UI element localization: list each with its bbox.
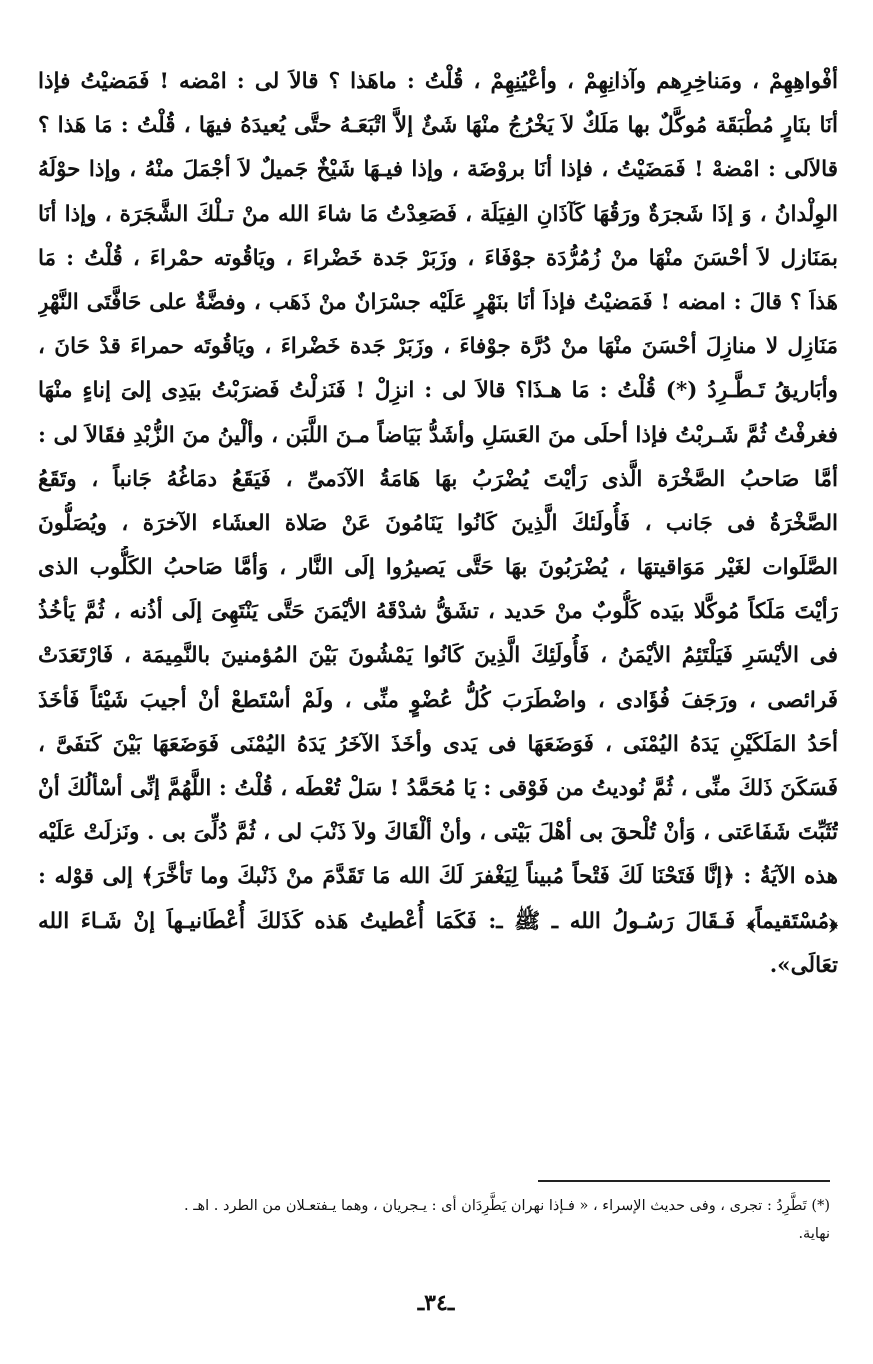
- text-line: هذه الآيَةُ : ﴿إنَّا فَتَحْنَا لَكَ فَتْحاً مُبيناً لِيَغْفرَ لَكَ الله مَا تَقَدَّمَ منْ ذَنْبكَ وما تَأخَّرَ﴾ إلى قوْله :: [38, 864, 838, 890]
- text-line: رَأيْتَ مَلَكاً مُوكَّلا بيَده كَلُّوبٌ منْ حَديد ، تشَقُّ شدْقَهُ الأيْمَنَ حَتَّى يَنْتَهِىَ إلَى أذُنه ، ثُمَّ يَأخُذُ: [38, 599, 838, 625]
- text-line: فَسَكَنَ ذَلكَ منِّى ، ثُمَّ نُوديتُ من فَوْقى : يَا مُحَمَّدُ ! سَلْ تُعْطَه ، قُلْتُ : اللَّهُمَّ إنِّى أسْألُكَ أنْ: [38, 776, 838, 801]
- footnote-line: (*) تَطَّرِدُ : تجرى ، وفى حديث الإسراء ، « فـإذا نهران يَطَّرِدَان أى : يـجريان ، وهما يـفتعـلان من الطرد . اهـ .: [184, 1198, 830, 1214]
- text-line: تعَالَى».: [769, 952, 838, 978]
- text-line: الصَّلَوات لغَيْر مَوَاقيتهَا ، يُضْرَبُونَ بهَا حَتَّى يَصيرُوا إلَى النَّار ، وَأمَّا صَاحبُ الكَلُّوب الذى: [38, 555, 838, 581]
- page-number: ـ٣٤ـ: [417, 1290, 455, 1316]
- text-line: قالاَلى : امْضهْ ! فَمَضَيْتُ ، فإذا أنَا بروْضَة ، وإذا فيـهَا شَيْخٌ جَميلٌ لاَ أجْمَلَ منْهُ ، وإذا حوْلَهُ: [38, 157, 838, 183]
- text-line: أحَدُ المَلَكَيْنِ يَدَهُ اليُمْنَى ، فَوَضَعَهَا فى يَدى وأخَذَ الآخَرُ يَدَهُ اليُمْنَى فَوَضَعَهَا بَيْنَ كَتفَىَّ ،: [38, 731, 838, 757]
- footnote-line: نهاية.: [798, 1226, 830, 1242]
- text-line: فَرائصى ، ورَجَفَ فُؤَادى ، واضْطَرَبَ كُلُّ عُضْوٍ منِّى ، ولَمْ أسْتَطعْ أنْ أجيبَ شَيْئاً فَأخَذَ: [38, 687, 838, 713]
- text-line: أفْواهِهِمْ ، ومَناخِرِهم وآذانِهِمْ ، وأعْيُنِهِمْ ، قُلْتُ : ماهَذا ؟ قالاَ لى : امْضه ! فَمَضيْتُ فإذا: [38, 69, 838, 94]
- text-line: أنَا بنَارٍ مُطْبَقَة مُوكَّلٌ بها مَلَكٌ لاَ يَخْرُجُ منْهَا شَئٌ إلاَّ اتْبَعَـهُ حتَّى يُعيدَهُ فيهَا ، قُلْتُ : مَا هَذا ؟: [38, 113, 838, 139]
- footnote: [38, 1192, 830, 1248]
- text-line: مَنَازِل لا منازِلَ أحْسَنَ منْهَا منْ دُرَّة جوْفاءَ ، وزَبَرْ جَدة خَضْراءَ ، ويَاقُوتَه حمراءَ قدْ حَانَ ،: [38, 334, 838, 360]
- text-line: الوِلْدانُ ، وَ إذَا شَجرَةٌ ورَقُهَا كَآذَانِ الفِيَلَة ، فَصَعِدْتُ مَا شاءَ الله منْ تـلْكَ الشَّجَرَة ، وإذا أنَا: [38, 201, 838, 227]
- text-line: هَذاَ ؟ قالَ : امضه ! فَمَضيْتُ فإذاَ أنَا بنَهْرٍ عَلَيْه جسْرَانٌ منْ ذَهَب ، وفضَّةٌ على حَافَّتَى النَّهْرِ: [38, 289, 838, 315]
- text-line: فى الأيْسَرِ فَيَلْتَئِمُ الأيْمَنُ ، فَأُولَئِكَ الَّذِينَ كَانُوا يَمْشُونَ بَيْنَ المُؤمنينَ بالنَّمِيمَة ، فَارْتَعَدَتْ: [38, 643, 838, 669]
- text-line: ﴿مُسْتَقيماً﴾ فَـقَالَ رَسُـولُ الله ـ ﷺ ـ: فَكَمَا أُعْطيتُ هَذه كَذَلكَ أُعْطَانيـهاَ إنْ شَـاءَ الله: [38, 908, 838, 934]
- main-text: [38, 60, 838, 988]
- footnote-divider: [538, 1180, 830, 1182]
- text-line: وأبَاريقُ تَـطَّـرِدُ (*) قُلْتُ : مَا هـذَا؟ قالاَ لى : انزِلْ ! فَنَزلْتُ فَضرَبْتُ بيَدِى إلىَ إناءٍ منْهَا: [38, 378, 838, 404]
- text-line: تُثَبِّتَ شَفَاعَتى ، وَأنْ تُلْحقَ بى أهْلَ بَيْتى ، وأنْ ألْقَاكَ ولاَ ذَنْبَ لى ، ثُمَّ دُلِّىَ بى . ونَزلَتْ عَلَيْه: [38, 820, 838, 846]
- text-line: الصَّخْرَةُ فى جَانب ، فَأُولَئكَ الَّذِينَ كَانُوا يَنَامُونَ عَنْ صَلاة العشَاء الآخرَة ، ويُصَلُّونَ: [38, 510, 838, 536]
- text-line: أمَّا صَاحبُ الصَّخْرَة الَّذى رَأيْتَ يُضْرَبُ بهَا هَامَةُ الآدَمىِّ ، فَيَقَعُ دمَاغُهُ جَانباً ، وتَقَعُ: [38, 466, 838, 492]
- text-line: فغرفْتُ ثُمَّ شَـربْتُ فإذا أحلَى منَ العَسَلِ وأشَدُّ بَيَاضاً مـنَ اللَّبَن ، وألْينُ منَ الزُّبْدِ فقَالاَ لى :: [38, 422, 838, 448]
- text-line: بمَنَازل لاَ أحْسَنَ منْهَا منْ زُمُرُّدَة جوْفَاءَ ، وزَبَرْ جَدة خَضْراءَ ، ويَاقُوته حمْراءَ ، قُلْتُ : مَا: [38, 245, 838, 271]
